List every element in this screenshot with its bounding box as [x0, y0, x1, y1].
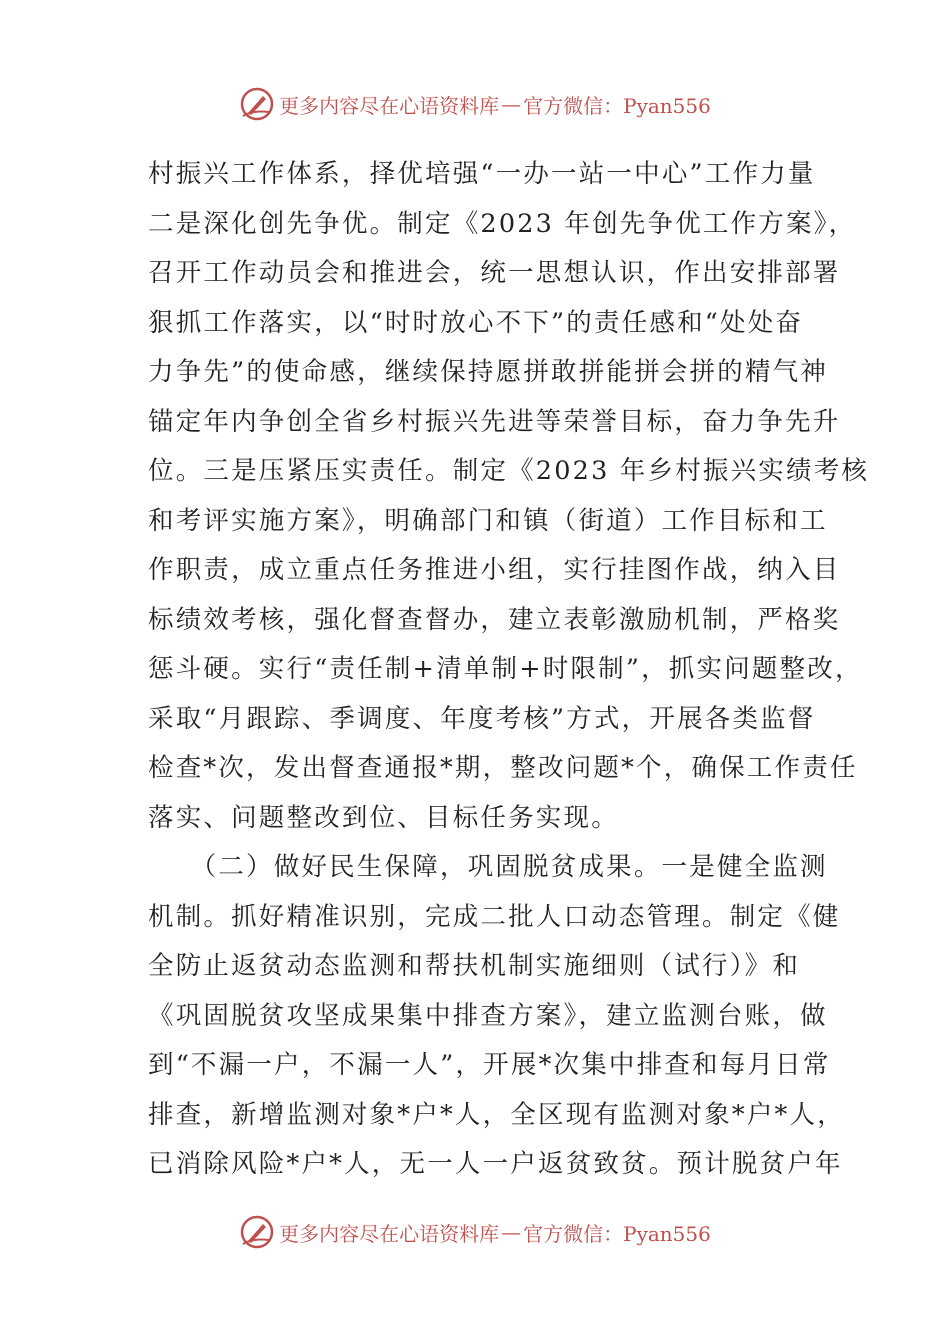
footer-banner — [0, 1212, 950, 1252]
banner-text: 更多内容尽在心语资料库 — [279, 93, 500, 118]
body-line: 机制。抓好精准识别，完成二批人口动态管理。制定《健 — [148, 901, 841, 932]
pen-circle-logo-icon — [239, 86, 275, 122]
body-line: 锚定年内争创全省乡村振兴先进等荣誉目标，奋力争先升 — [148, 406, 841, 437]
body-line: 排查，新增监测对象*户*人，全区现有监测对象*户*人， — [148, 1099, 845, 1130]
body-line: 召开工作动员会和推进会，统一思想认识，作出安排部署 — [148, 258, 841, 288]
body-line: 惩斗硬。实行“责任制+清单制+时限制”，抓实问题整改， — [148, 654, 863, 684]
body-line: （二）做好民生保障，巩固脱贫成果。一是健全监测 — [148, 852, 828, 882]
body-line: 作职责，成立重点任务推进小组，实行挂图作战，纳入目 — [148, 555, 841, 585]
body-line: 落实、问题整改到位、目标任务实现。 — [148, 802, 619, 833]
banner-wechat: 官方微信：Pyan556 — [523, 93, 711, 118]
body-line: 《巩固脱贫攻坚成果集中排查方案》，建立监测台账，做 — [148, 1000, 828, 1031]
banner-wechat: 官方微信：Pyan556 — [523, 1221, 711, 1246]
header-banner — [0, 84, 950, 124]
body-line: 位。三是压紧压实责任。制定《2023 年乡村振兴实绩考核 — [148, 456, 870, 486]
document-body — [148, 150, 870, 1190]
body-line: 力争先”的使命感，继续保持愿拼敢拼能拼会拼的精气神 — [148, 357, 829, 387]
body-line: 狠抓工作落实，以“时时放心不下”的责任感和“处处奋 — [148, 307, 804, 338]
body-line: 采取“月跟踪、季调度、年度考核”方式，开展各类监督 — [148, 703, 816, 734]
body-line: 二是深化创先争优。制定《2023 年创先争优工作方案》， — [148, 208, 857, 239]
body-line: 和考评实施方案》，明确部门和镇（街道）工作目标和工 — [148, 505, 828, 536]
banner-separator: — — [501, 1220, 522, 1244]
body-line: 已消除风险*户*人，无一人一户返贫致贫。预计脱贫户年 — [148, 1149, 843, 1179]
pen-circle-logo-icon — [239, 1214, 275, 1250]
body-line: 标绩效考核，强化督查督办，建立表彰激励机制，严格奖 — [148, 604, 841, 635]
body-line: 村振兴工作体系，择优培强“一办一站一中心”工作力量 — [148, 159, 816, 189]
banner-text: 更多内容尽在心语资料库 — [279, 1221, 500, 1246]
banner-separator: — — [501, 92, 522, 116]
body-line: 检查*次，发出督查通报*期，整改问题*个，确保工作责任 — [148, 753, 858, 783]
body-line: 全防止返贫动态监测和帮扶机制实施细则（试行）》和 — [148, 951, 801, 981]
body-line: 到“不漏一户，不漏一人”，开展*次集中排查和每月日常 — [148, 1050, 831, 1080]
